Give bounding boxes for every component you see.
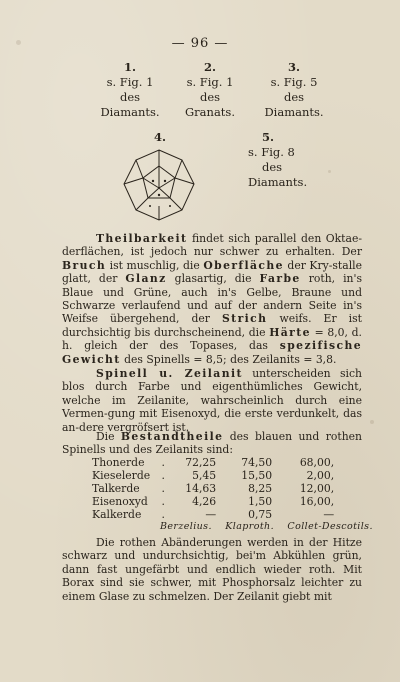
value-berzelius: 4,26 [192,495,217,508]
paragraph-spinell-zeilanit [62,367,362,434]
value-berzelius: 72,25 [185,456,217,469]
component-name: Kieselerde [92,469,151,482]
figure-caption-2 [164,60,256,120]
figure-ref-des: des [262,160,283,174]
value-collet-descotils: 2,00, [306,469,335,482]
text-run: unterscheiden sich blos durch Farbe und eigenthümliches Gewicht, welche im Zeilanite, wahrscheinlich durch eine Vermen-gung mit Eisenoxyd, die erste verdunkelt, das an-dere vergröfsert ist. [62,367,362,434]
figure-ref-des: des [283,90,305,104]
figure-ref-mineral: Diamants. [100,105,160,119]
paragraph-abaenderungen [62,536,362,603]
table-row [92,456,338,469]
text-run: findet sich parallel den Oktae-derflächen, ist jedoch nur schwer zu erhalten. Der [62,232,362,259]
paragraph-bestandtheile [62,430,362,457]
component-name: Eisenoxyd [92,495,148,508]
authors-row [160,521,383,532]
figure-ref: s. Fig. 1 [106,75,154,89]
figure-ref-des: des [199,90,221,104]
author-collet-descotils: Collet-Descotils. [287,521,373,532]
value-klaproth: 15,50 [241,469,273,482]
table-row [92,508,338,521]
term: Bruch [62,258,107,272]
figure-number: 3. [287,60,300,74]
figure-ref-des: des [119,90,141,104]
text-run: der Kry-stalle glatt, der [62,258,362,286]
component-name: Thonerde [92,456,145,469]
leader-dot: . [161,456,165,469]
text-run: Die [96,430,121,443]
author-berzelius: Berzelius. [160,521,212,532]
term: Farbe [259,272,301,286]
figure-ref-mineral: Granats. [185,105,235,119]
table-row [92,482,338,495]
composition-table [92,456,338,521]
figure-ref-mineral: Diamants. [264,105,324,119]
component-name: Kalkerde [92,508,142,521]
term: Strich [221,312,268,326]
text-run: des Spinells = 8,5; des Zeilanits = 3,8. [120,352,337,366]
value-collet-descotils: 12,00, [299,482,335,495]
paragraph-theilbarkeit [62,232,362,366]
text-run: ist muschlig, die [106,258,204,272]
value-berzelius: 14,63 [185,482,217,495]
page-number: — 96 — [171,36,229,51]
figure-ref: s. Fig. 8 [248,145,295,159]
figure-number: 5. [262,130,275,144]
paper-stain [328,170,331,173]
table-row [92,469,338,482]
leader-dot: . [161,482,165,495]
figure-ref-mineral: Diamants. [248,175,308,189]
value-collet-descotils: — [323,508,335,521]
term: spezifische Gewicht [62,339,362,366]
value-berzelius: — [205,508,217,521]
text-run: weifs. Er ist durchsichtig bis durchscheinend, die [62,312,362,339]
term: Härte [269,325,311,339]
value-klaproth: 1,50 [248,495,273,508]
value-berzelius: 5,45 [192,469,217,482]
figure-ref: s. Fig. 5 [270,75,318,89]
figure-number: 4. [153,130,166,144]
value-klaproth: 74,50 [241,456,273,469]
table-row [92,495,338,508]
term: Oberfläche [203,258,284,272]
text-run: des blauen und rothen Spinells und des Zeilanits sind: [62,430,362,457]
term: Spinell u. Zeilanit [96,367,243,380]
leader-dot: . [161,495,165,508]
value-klaproth: 0,75 [248,508,273,521]
author-klaproth: Klaproth. [225,521,274,532]
value-collet-descotils: 16,00, [299,495,335,508]
figure-caption-3 [248,60,340,120]
leader-dot: . [161,508,165,521]
figure-number: 2. [203,60,216,74]
value-collet-descotils: 68,00, [299,456,335,469]
text-run: = 8,0, d. h. gleich der des Topases, das [62,325,362,353]
figure-caption-1 [84,60,176,120]
text-run: Die rothen Abänderungen werden in der Hitze schwarz und undurchsichtig, bei'm Abkühlen grün, dann fast ungefärbt und endlich wieder roth. Mit Borax sind sie schwer, mit Phosphorsalz leichter zu einem Glase zu schmelzen. Der Zeilanit giebt mit [62,536,362,603]
figure-number: 1. [123,60,136,74]
figure-caption-4 [140,130,180,145]
term: Bestandtheile [120,430,224,443]
figure-caption-5 [248,130,316,190]
figure-ref: s. Fig. 1 [186,75,234,89]
component-name: Talkerde [92,482,140,495]
text-run: roth, in's Blaue und Grüne, auch in's Gelbe, Braune und Schwarze verlaufend und auf der andern Seite in's Weifse übergehend, der [62,272,362,326]
term: Theilbarkeit [96,232,188,245]
crystal-drawing [120,148,198,222]
text-run: glasartig, die [166,272,260,286]
leader-dot: . [161,469,165,482]
term: Glanz [125,272,167,286]
paper-stain [370,420,374,424]
value-klaproth: 8,25 [248,482,273,495]
